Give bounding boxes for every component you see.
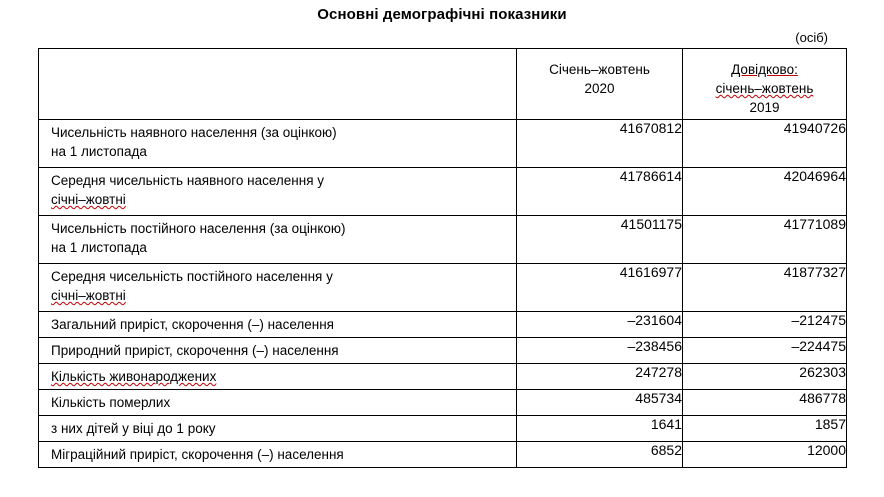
- row-label: [39, 338, 517, 364]
- table-row: [39, 338, 847, 364]
- header-cell-label: [39, 49, 517, 120]
- row-label-line2: на 1 листопада: [51, 144, 147, 159]
- header-cell-2019: [683, 49, 847, 120]
- row-value-2020: 41786614: [517, 168, 683, 216]
- table-row: [39, 120, 847, 168]
- row-value-2019: 12000: [683, 442, 847, 468]
- row-value-2019: 262303: [683, 364, 847, 390]
- table-row: [39, 390, 847, 416]
- row-value-2020: 41501175: [517, 216, 683, 264]
- row-label: [39, 120, 517, 168]
- row-label-line1: Чисельність наявного населення (за оцінкою): [51, 125, 337, 140]
- table-row: [39, 168, 847, 216]
- row-label-line1: Середня чисельність наявного населення у: [51, 173, 325, 188]
- header-label-text: [39, 49, 516, 60]
- row-value-2019: 41877327: [683, 264, 847, 312]
- row-value-2019: –212475: [683, 312, 847, 338]
- row-label: [39, 390, 517, 416]
- header-cell-2020: [517, 49, 683, 120]
- row-label: [39, 264, 517, 312]
- table-row: [39, 442, 847, 468]
- row-label-line1: Кількість живонароджених: [51, 369, 217, 384]
- row-label-line1: Природний приріст, скорочення (–) населення: [51, 343, 339, 358]
- header-2020-line2: 2020: [584, 81, 615, 96]
- row-label-line1: з них дітей у віці до 1 року: [51, 421, 216, 436]
- row-value-2020: 6852: [517, 442, 683, 468]
- row-value-2020: 41616977: [517, 264, 683, 312]
- row-label: [39, 442, 517, 468]
- row-label-line1: Міграційний приріст, скорочення (–) населення: [51, 447, 344, 462]
- table-body: [39, 120, 847, 468]
- row-value-2020: 1641: [517, 416, 683, 442]
- header-2020-line1: Січень–жовтень: [549, 62, 650, 77]
- table-row: [39, 216, 847, 264]
- row-label-line1: Середня чисельність постійного населення у: [51, 269, 333, 284]
- demographics-table: [38, 48, 847, 468]
- row-label: [39, 364, 517, 390]
- table-row: [39, 312, 847, 338]
- table-row: [39, 416, 847, 442]
- row-value-2019: 41771089: [683, 216, 847, 264]
- page-title: Основні демографічні показники: [317, 6, 567, 23]
- row-label-line2: січні–жовтні: [51, 192, 126, 207]
- row-value-2019: 41940726: [683, 120, 847, 168]
- table-row: [39, 364, 847, 390]
- row-label-line1: Кількість померлих: [51, 395, 171, 410]
- row-value-2020: 41670812: [517, 120, 683, 168]
- row-value-2020: 485734: [517, 390, 683, 416]
- row-value-2020: 247278: [517, 364, 683, 390]
- row-label-line2: на 1 листопада: [51, 240, 147, 255]
- row-value-2019: 486778: [683, 390, 847, 416]
- row-label-line2: січні–жовтні: [51, 288, 126, 303]
- row-label-line1: Загальний приріст, скорочення (–) населення: [51, 317, 334, 332]
- row-label: [39, 416, 517, 442]
- header-2019-line1: Довідково:: [731, 62, 798, 77]
- row-value-2019: 1857: [683, 416, 847, 442]
- table-header-row: [39, 49, 847, 120]
- row-value-2019: –224475: [683, 338, 847, 364]
- row-value-2020: –238456: [517, 338, 683, 364]
- header-2019-line3: 2019: [749, 100, 780, 115]
- header-2019-line2: січень–жовтень: [715, 81, 814, 96]
- table-row: [39, 264, 847, 312]
- row-value-2020: –231604: [517, 312, 683, 338]
- row-label-line1: Чисельність постійного населення (за оцінкою): [51, 221, 346, 236]
- row-label: [39, 216, 517, 264]
- row-label: [39, 312, 517, 338]
- units-note: (осіб): [795, 30, 828, 45]
- row-value-2019: 42046964: [683, 168, 847, 216]
- table-header: [39, 49, 847, 120]
- row-label: [39, 168, 517, 216]
